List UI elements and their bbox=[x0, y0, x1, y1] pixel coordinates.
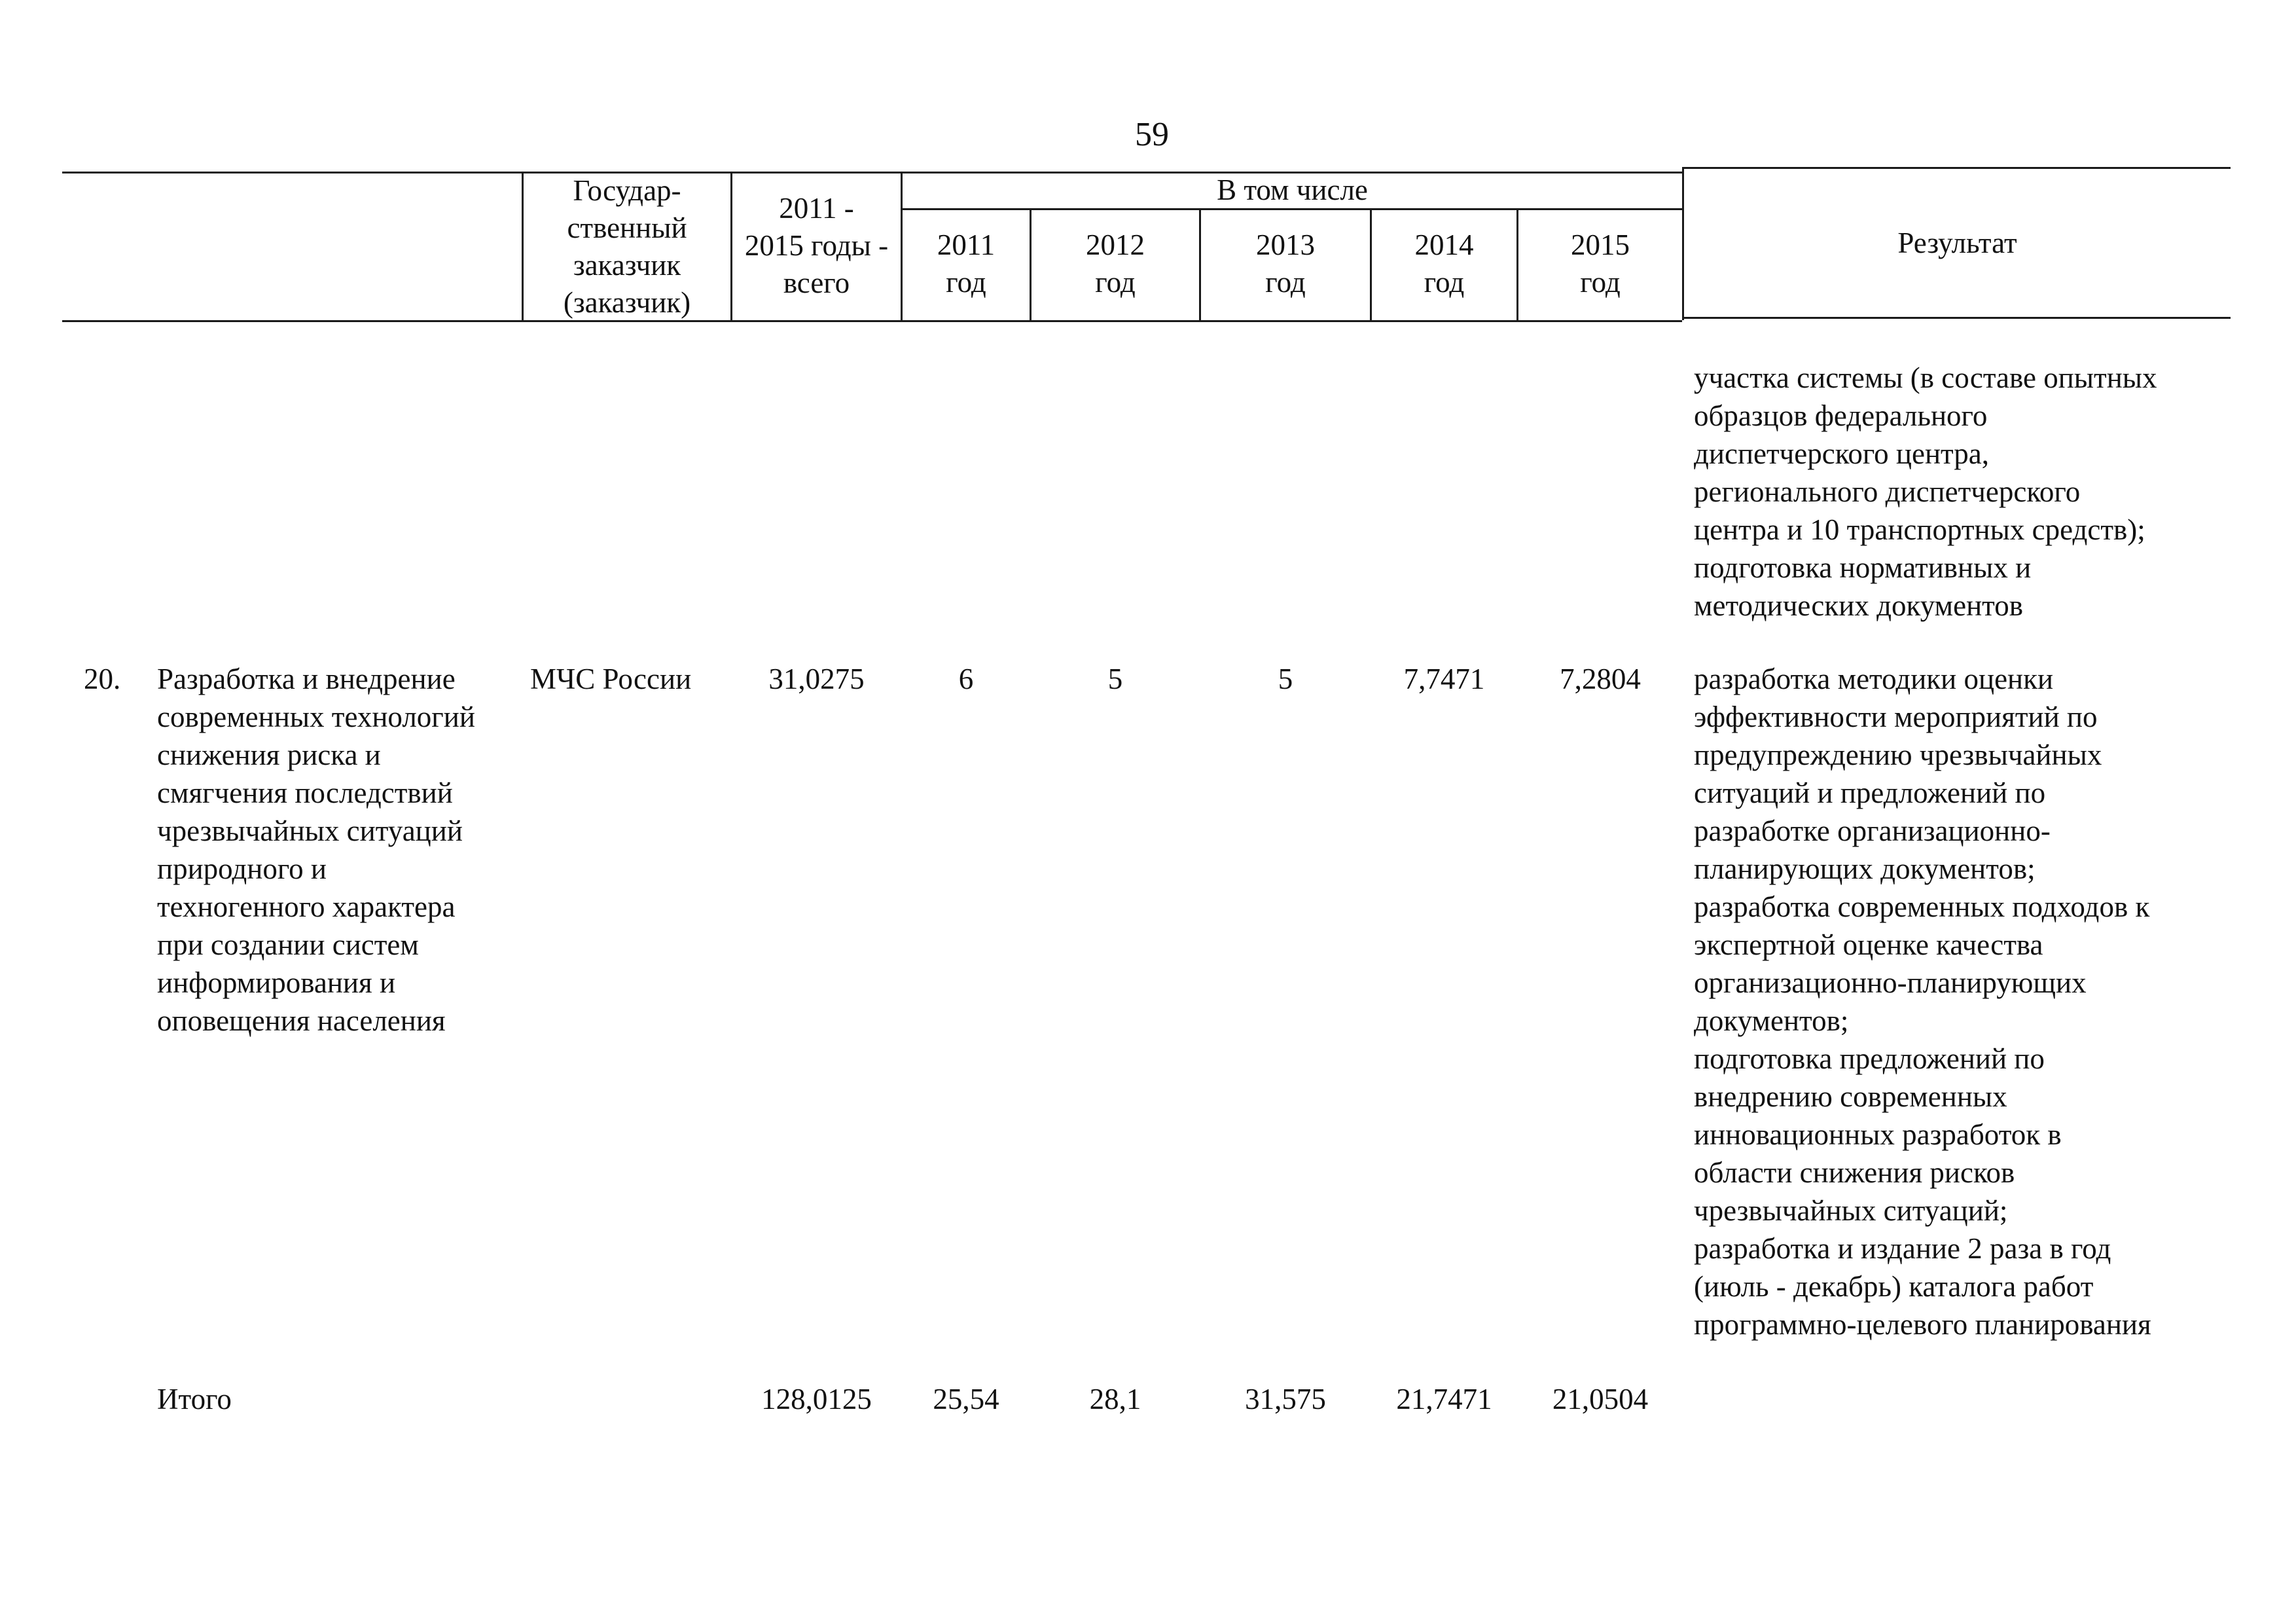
continued-result-text: участка системы (в составе опытных образцов федерального диспетчерского центра, регионального диспетчерского центра и 10 транспортных средств); подготовка нормативных и методических документов bbox=[1694, 361, 2157, 622]
row-total: 31,0275 bbox=[768, 663, 865, 695]
total-2011: 25,54 bbox=[933, 1383, 999, 1415]
row-2013: 5 bbox=[1278, 663, 1293, 695]
total-2014: 21,7471 bbox=[1396, 1383, 1492, 1415]
total-label: Итого bbox=[157, 1383, 232, 1415]
header-year-2012: 2012 год bbox=[1086, 228, 1145, 299]
row-number: 20. bbox=[84, 663, 121, 695]
header-including: В том числе bbox=[1217, 173, 1368, 206]
header-year-2014: 2014 год bbox=[1414, 228, 1474, 299]
total-2013: 31,575 bbox=[1245, 1383, 1326, 1415]
header-year-2013: 2013 год bbox=[1256, 228, 1315, 299]
table-header-top-rule-right bbox=[1682, 167, 2231, 169]
row-title: Разработка и внедрение современных технологий снижения риска и смягчения последствий чрезвычайных ситуаций природного и техногенного характера при создании систем информирования и оповещения населения bbox=[157, 663, 475, 1037]
row-2011: 6 bbox=[958, 663, 974, 695]
table-header-bottom-rule-right bbox=[1682, 317, 2231, 319]
header-total-period: 2011 - 2015 годы - всего bbox=[744, 192, 889, 299]
total-2012: 28,1 bbox=[1089, 1383, 1141, 1415]
page-number: 59 bbox=[1135, 116, 1169, 153]
row-2015: 7,2804 bbox=[1560, 663, 1641, 695]
table-header-bottom-rule-left bbox=[62, 320, 1682, 322]
total-2015: 21,0504 bbox=[1552, 1383, 1649, 1415]
header-year-2011: 2011 год bbox=[937, 228, 996, 299]
header-result: Результат bbox=[1897, 227, 2017, 259]
row-result: разработка методики оценки эффективности мероприятий по предупреждению чрезвычайных ситуаций и предложений по разработке организационно- планирующих документов; разработка современных подходов к экспертной оценке качества организационно-планирующих документов; подготовка предложений по внедрению современных инновационных разработок в области снижения рисков чрезвычайных ситуаций; разработка и издание 2 раза в год (июль - декабрь) каталога работ программно-целевого планирования bbox=[1694, 663, 2151, 1341]
total-sum: 128,0125 bbox=[761, 1383, 872, 1415]
row-2014: 7,7471 bbox=[1403, 663, 1485, 695]
row-2012: 5 bbox=[1107, 663, 1123, 695]
header-year-2015: 2015 год bbox=[1571, 228, 1630, 299]
row-customer: МЧС России bbox=[530, 663, 692, 695]
header-customer: Государ- ственный заказчик (заказчик) bbox=[563, 174, 691, 319]
